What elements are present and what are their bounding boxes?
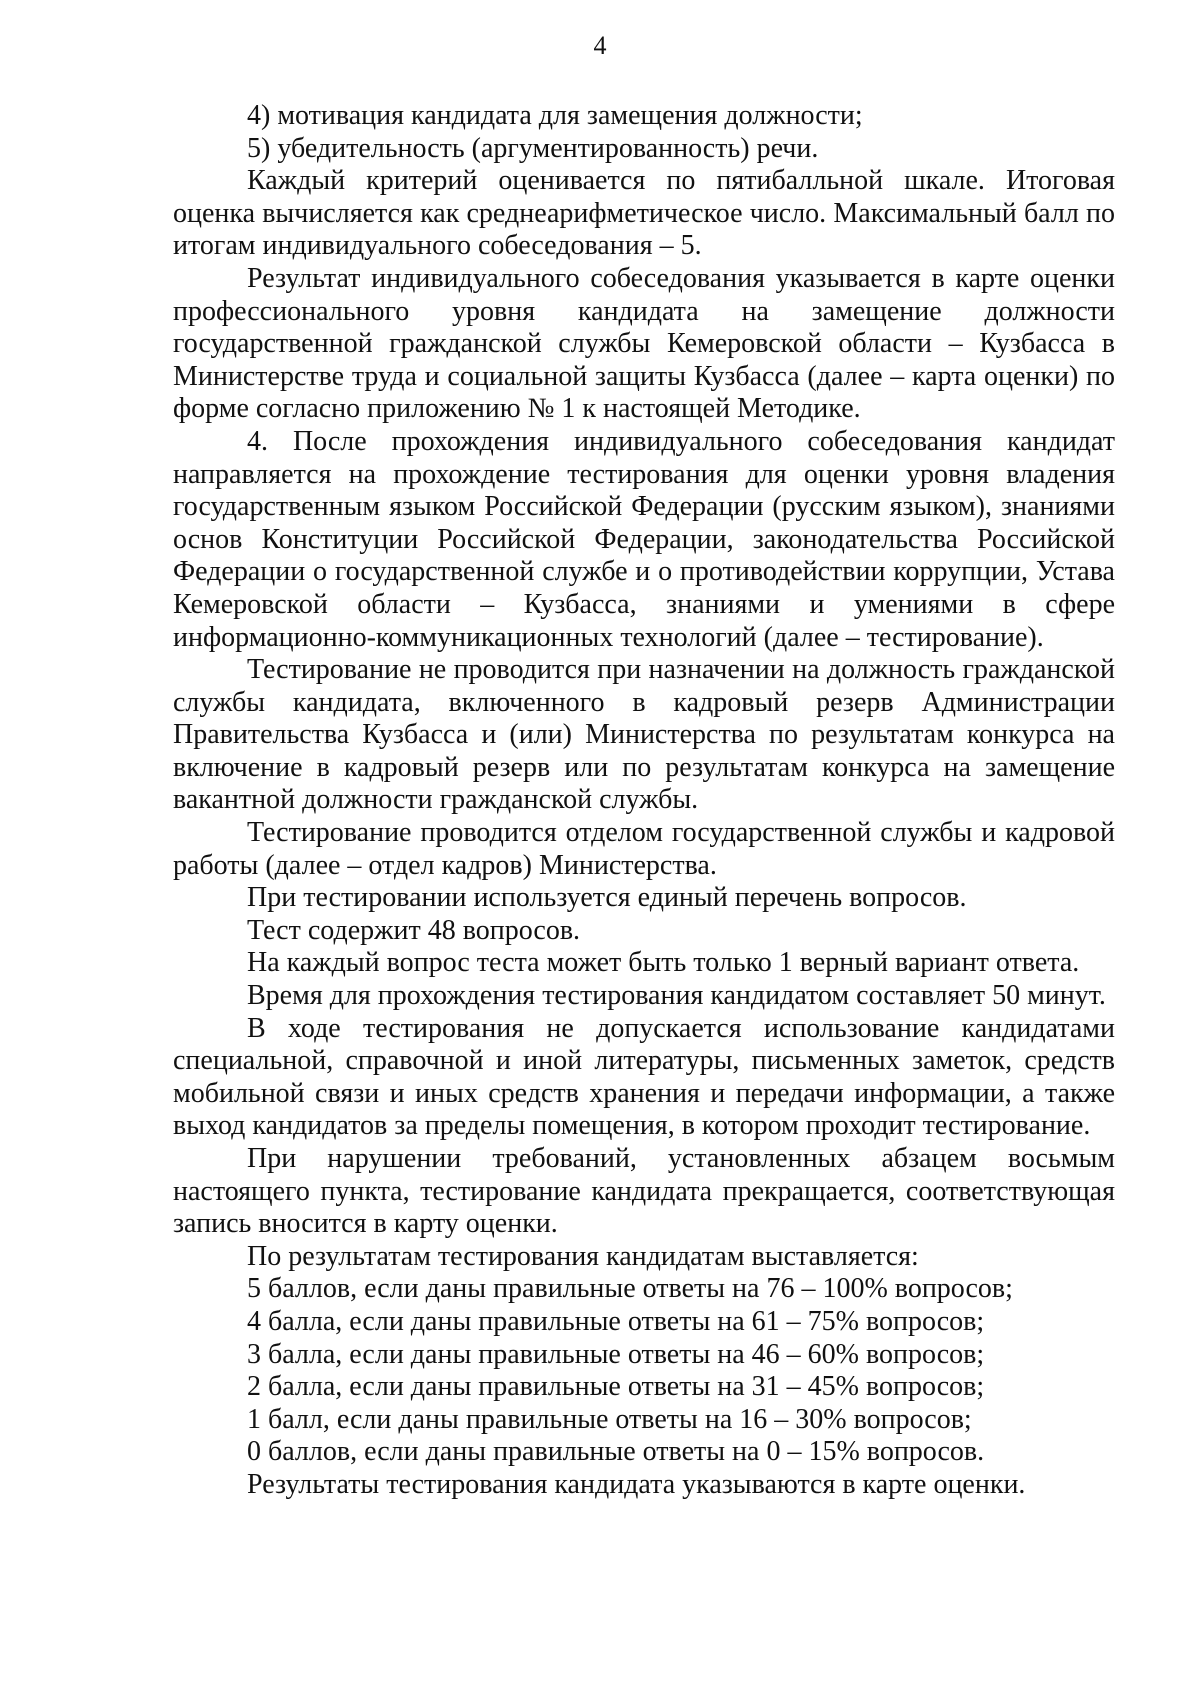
paragraph-interview-result: Результат индивидуального собеседования указывается в карте оценки профессионального уровня кандидата на замещение должности государственной гражданской службы Кемеровской области – Кузбасса в Министерстве труда и социальной защиты Кузбасса (далее – карта оценки) по форме согласно приложению № 1 к настоящей Методике. <box>173 262 1115 425</box>
paragraph-persuasiveness: 5) убедительность (аргументированность) речи. <box>247 132 819 164</box>
paragraph-violation: При нарушении требований, установленных абзацем восьмым настоящего пункта, тестирование кандидата прекращается, соответствующая запись вносится в карту оценки. <box>173 1143 1115 1240</box>
paragraph-time-limit: Время для прохождения тестирования кандидатом составляет 50 минут. <box>247 980 1106 1012</box>
score-line-1: 1 балл, если даны правильные ответы на 16 – 30% вопросов; <box>247 1403 972 1435</box>
paragraph-criteria-scale: Каждый критерий оценивается по пятибалльной шкале. Итоговая оценка вычисляется как среднеарифметическое число. Максимальный балл по итогам индивидуального собеседования – 5. <box>173 165 1115 262</box>
score-line-3: 3 балла, если даны правильные ответы на 46 – 60% вопросов; <box>247 1338 985 1370</box>
paragraph-scoring-intro: По результатам тестирования кандидатам выставляется: <box>247 1240 919 1272</box>
paragraph-question-count: Тест содержит 48 вопросов. <box>247 914 581 946</box>
document-body <box>173 100 1115 1502</box>
paragraph-question-list: При тестировании используется единый перечень вопросов. <box>247 882 967 914</box>
score-line-0: 0 баллов, если даны правильные ответы на 0 – 15% вопросов. <box>247 1436 985 1468</box>
page-number: 4 <box>593 31 607 60</box>
paragraph-results-recorded: Результаты тестирования кандидата указываются в карте оценки. <box>247 1468 1026 1500</box>
score-line-4: 4 балла, если даны правильные ответы на 61 – 75% вопросов; <box>247 1305 985 1337</box>
score-line-2: 2 балла, если даны правильные ответы на 31 – 45% вопросов; <box>247 1371 985 1403</box>
paragraph-motivation: 4) мотивация кандидата для замещения должности; <box>247 100 863 131</box>
paragraph-single-answer: На каждый вопрос теста может быть только 1 верный вариант ответа. <box>247 947 1080 979</box>
paragraph-testing-department: Тестирование проводится отделом государственной службы и кадровой работы (далее – отдел кадров) Министерства. <box>173 817 1115 881</box>
paragraph-testing-exemption: Тестирование не проводится при назначении на должность гражданской службы кандидата, включенного в кадровый резерв Администрации Правительства Кузбасса и (или) Министерства по результатам конкурса на включение в кадровый резерв или по результатам конкурса на замещение вакантной должности гражданской службы. <box>173 654 1115 816</box>
paragraph-testing-referral: 4. После прохождения индивидуального собеседования кандидат направляется на прохождение тестирования для оценки уровня владения государственным языком Российской Федерации (русским языком), знаниями основ Конституции Российской Федерации, законодательства Российской Федерации о государственной службе и о противодействии коррупции, Устава Кемеровской области – Кузбасса, знаниями и умениями в сфере информационно-коммуникационных технологий (далее – тестирование). <box>173 425 1115 653</box>
score-line-5: 5 баллов, если даны правильные ответы на 76 – 100% вопросов; <box>247 1273 1013 1305</box>
paragraph-prohibitions: В ходе тестирования не допускается использование кандидатами специальной, справочной и иной литературы, письменных заметок, средств мобильной связи и иных средств хранения и передачи информации, а также выход кандидатов за пределы помещения, в котором проходит тестирование. <box>173 1012 1115 1142</box>
